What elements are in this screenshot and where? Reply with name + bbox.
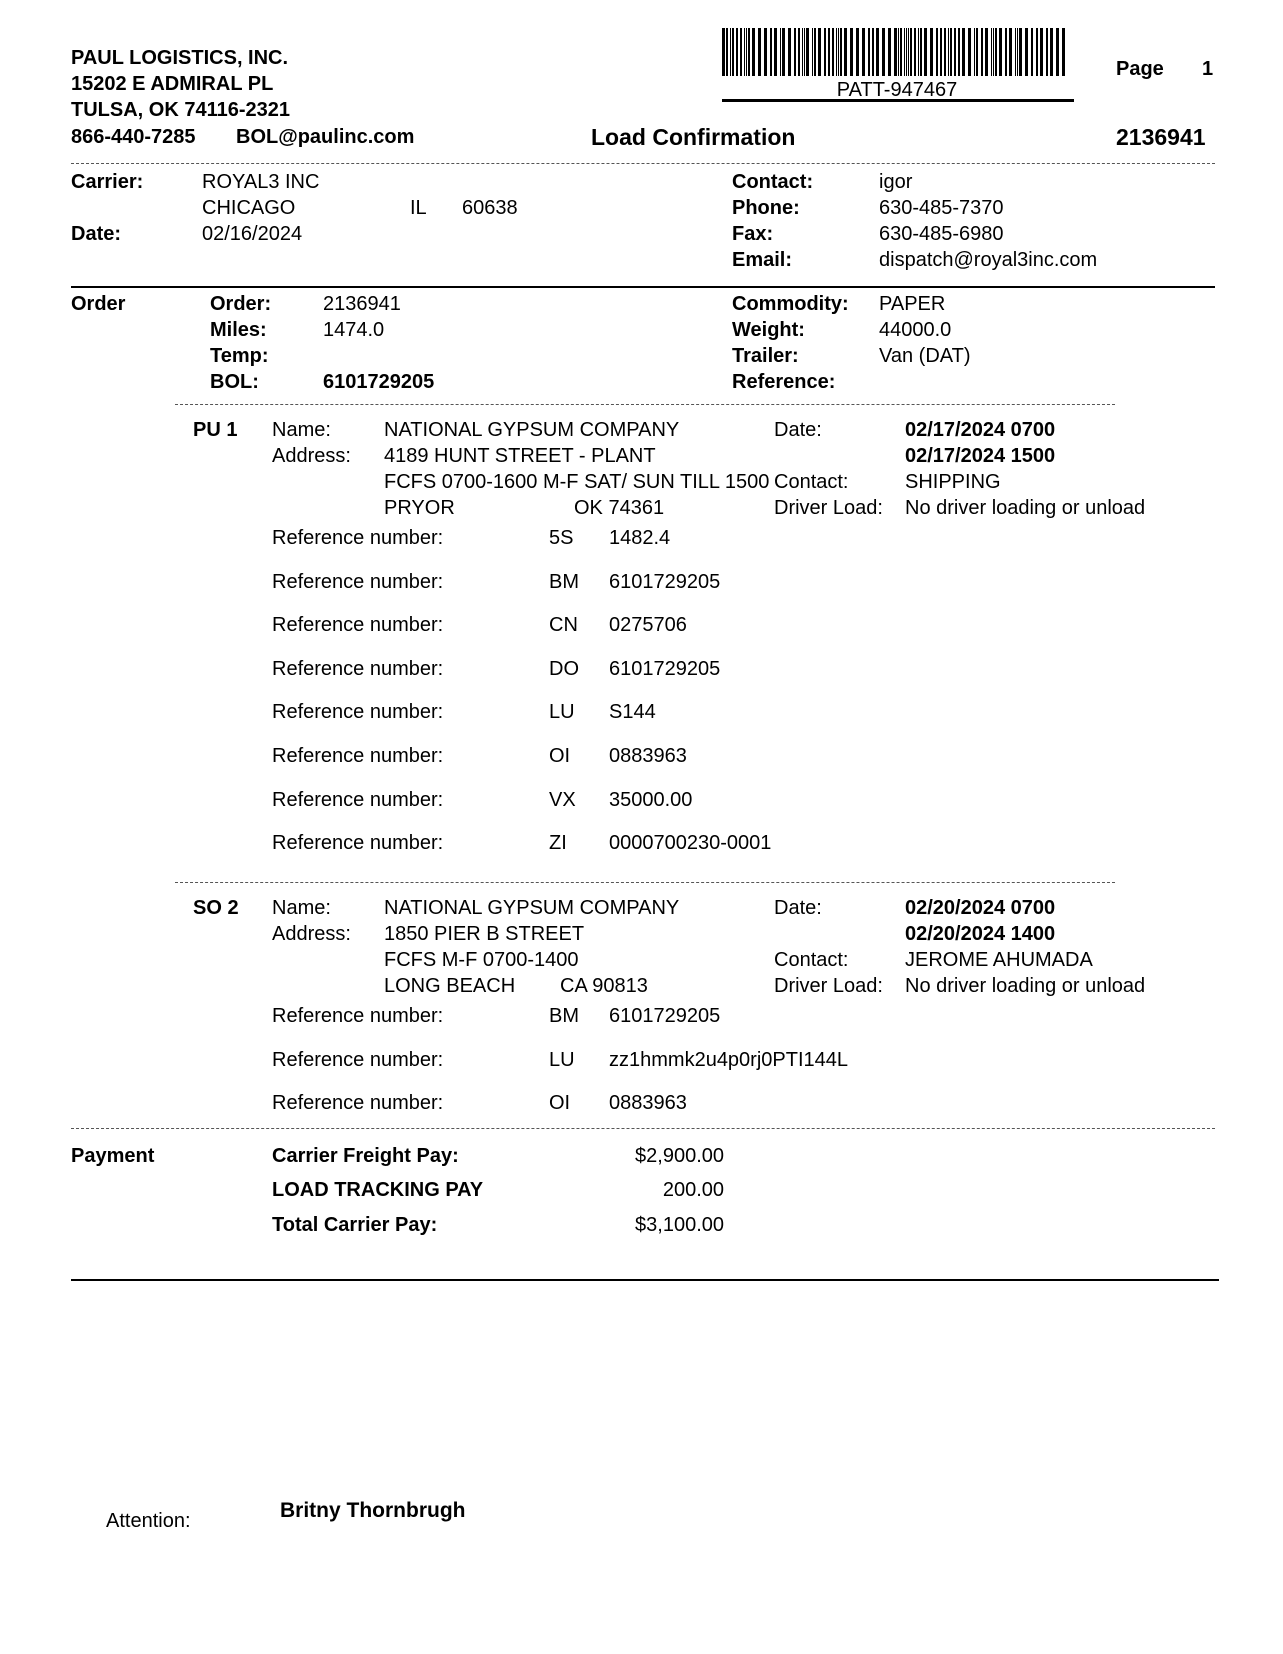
barcode-image (722, 28, 1072, 76)
payment-section-label: Payment (71, 1145, 155, 1167)
attention-label: Attention: (106, 1510, 191, 1532)
reference-value: 0883963 (609, 745, 687, 767)
payment-line-amount: $3,100.00 (635, 1214, 724, 1236)
payment-line-label: LOAD TRACKING PAY (272, 1179, 484, 1201)
barcode-bar (944, 28, 946, 76)
reference-value: 35000.00 (609, 788, 693, 811)
company-name: PAUL LOGISTICS, INC. (71, 47, 289, 69)
reference-number-label: Reference number: (272, 832, 444, 855)
barcode-bar (898, 28, 899, 76)
carrier-fax: 630-485-6980 (879, 223, 1004, 245)
barcode-bar (782, 28, 785, 76)
barcode-bar (794, 28, 796, 76)
carrier-date-label: Date: (71, 223, 122, 245)
barcode-bar (1031, 28, 1033, 76)
barcode-bar (838, 28, 839, 76)
barcode-bar (1056, 28, 1059, 76)
reference-value: S144 (609, 701, 656, 724)
payment-divider (71, 1128, 1215, 1129)
barcode-bar (806, 28, 809, 76)
barcode-text: PATT-947467 (836, 79, 958, 101)
reference-value: 6101729205 (609, 657, 721, 680)
stop-address-line2: FCFS M-F 0700-1400 (384, 949, 579, 971)
barcode-bar (730, 28, 731, 76)
reference-number-label: Reference number: (272, 745, 444, 767)
reference-value: 6101729205 (609, 1005, 721, 1027)
reference-value: 6101729205 (609, 570, 721, 593)
reference-number-label: Reference number: (272, 701, 444, 724)
barcode-bar (770, 28, 772, 76)
reference-code: LU (549, 701, 575, 724)
barcode-bar (976, 28, 978, 76)
reference-value: 1482.4 (609, 527, 671, 549)
stop-driver-load: No driver loading or unload (905, 975, 1146, 997)
barcode-bar (995, 28, 997, 76)
barcode-bar (930, 28, 933, 76)
reference-number-label: Reference number: (272, 570, 444, 593)
barcode-bar (888, 28, 891, 76)
barcode-bar (832, 28, 834, 76)
barcode-bar (1017, 28, 1018, 76)
reference-code: 5S (549, 527, 574, 549)
stop-address-line1: 4189 HUNT STREET - PLANT (384, 445, 656, 467)
stop-address-line2: FCFS 0700-1600 M-F SAT/ SUN TILL 1500 (384, 471, 770, 493)
stop-date-from: 02/17/2024 0700 (905, 419, 1056, 441)
barcode-bar (732, 28, 734, 76)
barcode-bar (985, 28, 988, 76)
stop-code: PU 1 (193, 419, 238, 441)
reference-value: 0000700230-0001 (609, 832, 772, 855)
barcode-bar (804, 28, 805, 76)
stop-city: PRYOR (384, 497, 455, 519)
stop-date-from: 02/20/2024 0700 (905, 897, 1056, 919)
stop-address-line1: 1850 PIER B STREET (384, 923, 585, 945)
reference-number-label: Reference number: (272, 657, 444, 680)
barcode-bar (900, 28, 902, 76)
order-number-label: Order: (210, 293, 272, 315)
barcode-bar (1046, 28, 1048, 76)
miles-label: Miles: (210, 319, 267, 341)
barcode-bar (968, 28, 971, 76)
barcode-bar (954, 28, 956, 76)
barcode-bar (999, 28, 1002, 76)
reference-label: Reference: (732, 371, 836, 393)
stop-divider (175, 404, 1115, 405)
payment-line-amount: $2,900.00 (635, 1145, 724, 1167)
reference-code: LU (549, 1048, 575, 1071)
reference-value: zz1hmmk2u4p0rj0PTI144L (609, 1048, 849, 1071)
stop-driver-load: No driver loading or unload (905, 497, 1146, 519)
barcode-bar (882, 28, 885, 76)
stop-name: NATIONAL GYPSUM COMPANY (384, 419, 680, 441)
stop-contact-label: Contact: (774, 949, 849, 971)
stop-name-label: Name: (272, 897, 331, 919)
reference-number-label: Reference number: (272, 1005, 444, 1027)
barcode-bar (962, 28, 965, 76)
carrier-state: IL (410, 197, 427, 219)
barcode-bar (958, 28, 960, 76)
carrier-email: dispatch@royal3inc.com (879, 249, 1098, 271)
barcode-bar (818, 28, 821, 76)
document-number: 2136941 (1116, 124, 1206, 150)
barcode-bar (1019, 28, 1022, 76)
trailer-label: Trailer: (732, 345, 799, 367)
reference-number-label: Reference number: (272, 1048, 444, 1071)
order-number: 2136941 (323, 293, 401, 315)
barcode-bar (1062, 28, 1065, 76)
reference-code: CN (549, 614, 578, 637)
barcode-bar (936, 28, 938, 76)
barcode-bar (906, 28, 907, 76)
barcode-bar (924, 28, 927, 76)
barcode-bar (981, 28, 983, 76)
barcode-bar (1005, 28, 1007, 76)
barcode-bar (904, 28, 905, 76)
commodity-label: Commodity: (732, 293, 849, 315)
barcode-bar (876, 28, 879, 76)
stop-contact-label: Contact: (774, 471, 849, 493)
barcode-bar (726, 28, 728, 76)
reference-code: ZI (549, 832, 567, 855)
bol-label: BOL: (210, 371, 259, 393)
carrier-label: Carrier: (71, 171, 144, 193)
barcode-bar (740, 28, 742, 76)
barcode-bar (948, 28, 949, 76)
carrier-contact-label: Contact: (732, 171, 814, 193)
payment-line-label: Carrier Freight Pay: (272, 1145, 459, 1167)
reference-value: 0275706 (609, 614, 687, 637)
carrier-zip: 60638 (462, 197, 518, 219)
barcode-bar (856, 28, 859, 76)
miles-value: 1474.0 (323, 319, 385, 341)
reference-code: OI (549, 1092, 571, 1114)
reference-code: BM (549, 1005, 579, 1027)
barcode-bar (850, 28, 853, 76)
stop-code: SO 2 (193, 897, 239, 919)
carrier-date: 02/16/2024 (202, 223, 303, 245)
weight-value: 44000.0 (879, 319, 952, 341)
reference-number-label: Reference number: (272, 614, 444, 637)
carrier-divider (71, 286, 1215, 288)
stop-name-label: Name: (272, 419, 331, 441)
stop-address-label: Address: (272, 923, 351, 945)
company-email: BOL@paulinc.com (236, 126, 415, 148)
barcode-bar (788, 28, 791, 76)
barcode-bar (748, 28, 750, 76)
company-address-line1: 15202 E ADMIRAL PL (71, 73, 274, 95)
barcode-bar (950, 28, 952, 76)
reference-number-label: Reference number: (272, 788, 444, 811)
barcode-bar (744, 28, 745, 76)
barcode-bar (824, 28, 826, 76)
trailer-value: Van (DAT) (879, 345, 971, 367)
barcode-bar (868, 28, 870, 76)
reference-value: 0883963 (609, 1092, 687, 1114)
reference-code: DO (549, 657, 579, 680)
header-divider (71, 163, 1215, 164)
barcode-bar (774, 28, 777, 76)
barcode-bar (746, 28, 747, 76)
company-phone: 866-440-7285 (71, 126, 196, 148)
barcode-bar (828, 28, 830, 76)
barcode-bar (836, 28, 837, 76)
bol-value: 6101729205 (323, 371, 435, 393)
carrier-fax-label: Fax: (732, 223, 774, 245)
barcode-bar (1050, 28, 1053, 76)
barcode-bar (920, 28, 922, 76)
weight-label: Weight: (732, 319, 805, 341)
barcode-bar (814, 28, 816, 76)
barcode-bar (736, 28, 738, 76)
barcode-bar (798, 28, 800, 76)
barcode-bar (872, 28, 874, 76)
temp-label: Temp: (210, 345, 269, 367)
barcode-bar (908, 28, 909, 76)
barcode-bar (1025, 28, 1028, 76)
barcode-bar (802, 28, 803, 76)
barcode-bar (1040, 28, 1043, 76)
stop-name: NATIONAL GYPSUM COMPANY (384, 897, 680, 919)
barcode-bar (974, 28, 975, 76)
carrier-email-label: Email: (732, 249, 793, 271)
barcode-bar (918, 28, 919, 76)
payment-line-amount: 200.00 (662, 1179, 724, 1201)
barcode-bar (764, 28, 767, 76)
stop-state-zip: CA 90813 (560, 975, 648, 997)
barcode-bar (1036, 28, 1038, 76)
reference-number-label: Reference number: (272, 527, 444, 549)
carrier-phone: 630-485-7370 (879, 197, 1004, 219)
page-title: Load Confirmation (591, 124, 796, 150)
barcode-bar (910, 28, 912, 76)
carrier-phone-label: Phone: (732, 197, 800, 219)
stop-date-to: 02/17/2024 1500 (905, 445, 1056, 467)
footer-divider (71, 1279, 1219, 1281)
barcode-bar (993, 28, 994, 76)
barcode-bar (1009, 28, 1012, 76)
stop-address-label: Address: (272, 445, 351, 467)
barcode-underline (722, 99, 1074, 102)
company-address-line2: TULSA, OK 74116-2321 (71, 99, 290, 121)
stop-contact: JEROME AHUMADA (905, 949, 1093, 971)
stop-driver-load-label: Driver Load: (774, 497, 883, 519)
stop-divider (175, 882, 1115, 883)
barcode-bar (758, 28, 761, 76)
stop-state-zip: OK 74361 (574, 497, 665, 519)
carrier-city: CHICAGO (202, 197, 296, 219)
barcode-bar (940, 28, 942, 76)
carrier-contact: igor (879, 171, 913, 193)
barcode-bar (752, 28, 755, 76)
barcode-bar (991, 28, 992, 76)
barcode-bar (780, 28, 781, 76)
page-label: Page (1116, 58, 1164, 80)
stop-date-label: Date: (774, 897, 822, 919)
barcode-bar (914, 28, 916, 76)
barcode-bar (894, 28, 897, 76)
barcode-bar (1015, 28, 1016, 76)
barcode-bar (844, 28, 847, 76)
reference-code: OI (549, 745, 571, 767)
stop-date-to: 02/20/2024 1400 (905, 923, 1056, 945)
stop-date-label: Date: (774, 419, 822, 441)
payment-line-label: Total Carrier Pay: (272, 1214, 438, 1236)
reference-code: VX (549, 788, 576, 811)
barcode-bar (840, 28, 842, 76)
reference-number-label: Reference number: (272, 1092, 444, 1114)
stop-city: LONG BEACH (384, 975, 516, 997)
barcode-bar (862, 28, 865, 76)
stop-contact: SHIPPING (905, 471, 1001, 493)
carrier-name: ROYAL3 INC (202, 171, 320, 193)
commodity-value: PAPER (879, 293, 946, 315)
page-number: 1 (1202, 58, 1214, 80)
barcode-bar (812, 28, 813, 76)
stop-driver-load-label: Driver Load: (774, 975, 883, 997)
reference-code: BM (549, 570, 579, 593)
attention-name: Britny Thornbrugh (280, 1499, 466, 1522)
order-section-label: Order (71, 293, 126, 315)
barcode-bar (722, 28, 725, 76)
